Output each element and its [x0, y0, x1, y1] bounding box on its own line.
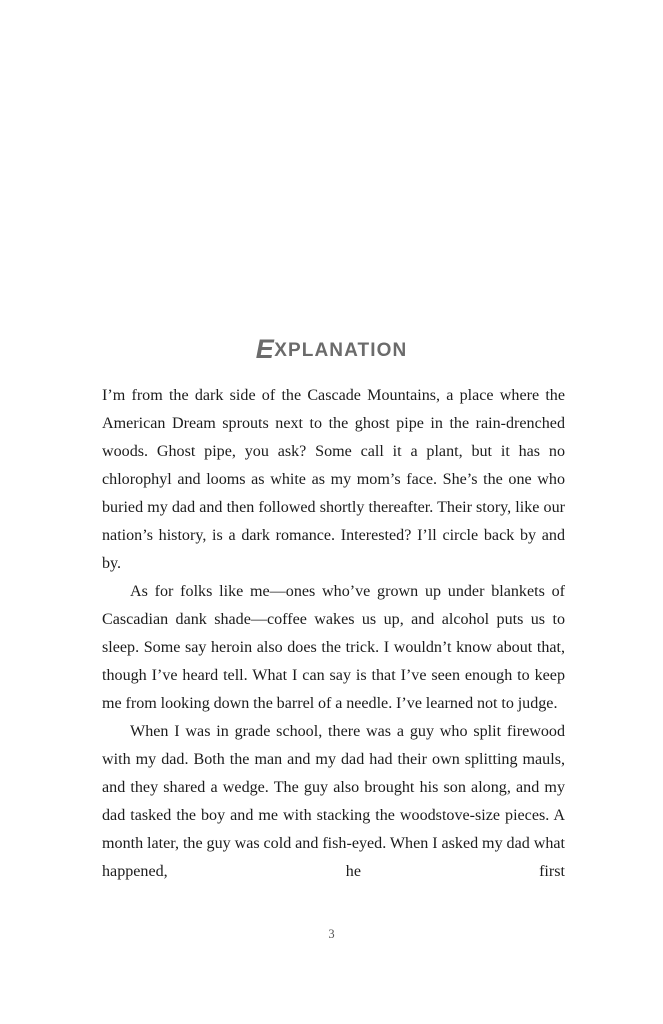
chapter-title-text: XPLANATION: [274, 340, 408, 362]
chapter-title-drop-cap: E: [255, 334, 275, 365]
body-text-column: [102, 382, 565, 886]
body-paragraph: When I was in grade school, there was a guy who split firewood with my dad. Both the man and my dad had their own splitting mauls, and they shared a wedge. The guy also brought his son along, and my dad tasked the boy and me with stacking the woodstove-size pieces. A month later, the guy was cold and fish-eyed. When I asked my dad what happened, he first: [102, 723, 565, 880]
body-paragraph: As for folks like me—ones who’ve grown up under blankets of Cascadian dank shade—coffee wakes us up, and alcohol puts us to sleep. Some say heroin also does the trick. I wouldn’t know about that, though I’ve heard tell. What I can say is that I’ve seen enough to keep me from looking down the barrel of a needle. I’ve learned not to judge.: [102, 583, 565, 712]
page-number: 3: [328, 927, 335, 941]
body-paragraph: I’m from the dark side of the Cascade Mountains, a place where the American Dream sprouts next to the ghost pipe in the rain-drenched woods. Ghost pipe, you ask? Some call it a plant, but it has no chlorophyl and looms as white as my mom’s face. She’s the one who buried my dad and then followed shortly thereafter. Their story, like our nation’s history, is a dark romance. Interested? I’ll circle back by and by.: [102, 387, 565, 572]
chapter-title: [0, 336, 663, 363]
